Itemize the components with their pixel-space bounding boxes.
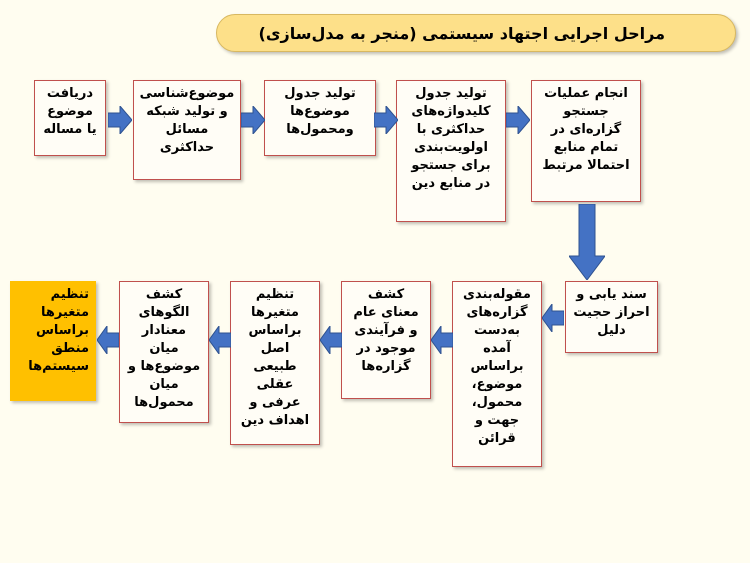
arrow-left-7-8 <box>431 326 453 354</box>
title-banner <box>216 14 736 52</box>
step-9-variables-natural: تنظیم متغیرها براساس اصل طبیعی عقلی عرفی و اهداف دین <box>230 281 320 445</box>
step-5-search-operations: انجام عملیات جستجو گزاره‌ای در تمام منابع احتمالا مرتبط <box>531 80 641 202</box>
arrow-right-2-3 <box>241 106 265 134</box>
arrow-right-1-2 <box>108 106 132 134</box>
arrow-left-9-10 <box>209 326 231 354</box>
arrow-right-3-4 <box>374 106 398 134</box>
step-11-systems-variables: تنظیم متغیرها براساس منطق سیستم‌ها <box>10 281 96 401</box>
arrow-left-6-7 <box>542 304 564 332</box>
diagram-title: مراحل اجرایی اجتهاد سیستمی (منجر به مدل‌سازی) <box>258 23 665 43</box>
step-1-receive-topic: دریافت موضوع یا مساله <box>34 80 106 156</box>
step-2-topic-analysis: موضوع‌شناسی و تولید شبکه مسائل حداکثری <box>133 80 241 180</box>
arrow-left-8-9 <box>320 326 342 354</box>
step-10-pattern-discovery: کشف الگوهای معنادار میان موضوع‌ها و میان محمول‌ها <box>119 281 209 423</box>
step-6-evidence-validation: سند یابی و احراز حجیت دلیل <box>565 281 658 353</box>
arrow-right-4-5 <box>506 106 530 134</box>
arrow-down-5-6 <box>569 204 605 280</box>
step-7-categorization: مقوله‌بندی گزاره‌های به‌دست آمده براساس موضوع، محمول، جهت و قرائن <box>452 281 542 467</box>
step-3-topics-table: تولید جدول موضوع‌ها ومحمول‌ها <box>264 80 376 156</box>
step-4-keywords-table: تولید جدول کلیدواژه‌های حداکثری با اولویت‌بندی برای جستجو در منابع دین <box>396 80 506 222</box>
step-8-general-meaning: کشف معنای عام و فرآیندی موجود در گزاره‌ها <box>341 281 431 399</box>
arrow-left-10-11 <box>97 326 119 354</box>
